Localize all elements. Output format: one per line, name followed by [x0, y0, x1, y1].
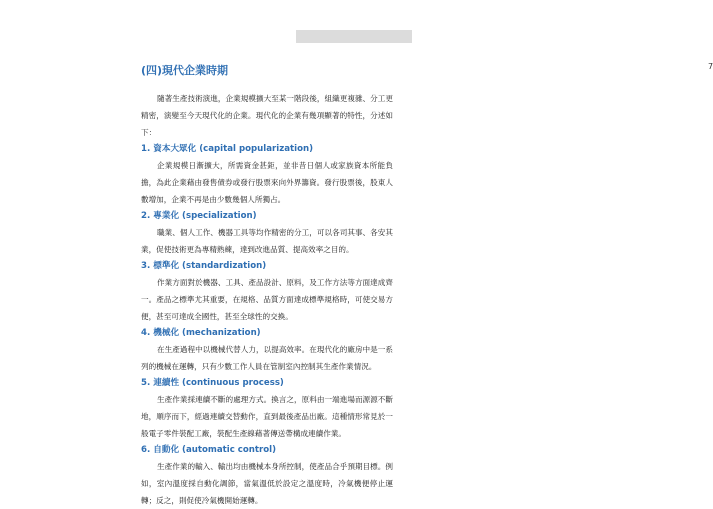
item-heading — [141, 259, 393, 274]
page-number: 7 — [708, 62, 713, 71]
item-text: 生產作業採連續不斷的處理方式。換言之，原料由一端進場而源源不斷地，順序而下，經過連續交替動作，直到最後產品出廠。這種情形常見於一般電子零件裝配工廠，裝配生產線藉著傳送帶構成連續作業。 — [141, 395, 393, 438]
item-number: 6. — [141, 445, 151, 455]
section-title: (四)現代企業時期 — [141, 64, 229, 77]
item-text: 企業規模日漸擴大，所需資金甚鉅，並非昔日個人或家族資本所能負擔，為此企業藉由發售債券或發行股票來向外界籌資。發行股票後，股東人數增加，企業不再是由少數幾個人所獨占。 — [141, 161, 393, 204]
item-number: 1. — [141, 144, 151, 154]
item-number: 2. — [141, 211, 151, 221]
item-title: 專業化 (specialization) — [153, 211, 257, 221]
item-heading — [141, 142, 393, 157]
item-heading — [141, 326, 393, 341]
item-number: 4. — [141, 328, 151, 338]
item-title: 連續性 (continuous process) — [153, 378, 284, 388]
item-text: 作業方面對於機器、工具、產品設計、原料，及工作方法等方面達成齊一。產品之標準尤其重要，在規格、品質方面達成標準規格時，可使交易方便，甚至可達成全國性，甚至全球性的交換。 — [141, 278, 393, 321]
item-heading — [141, 376, 393, 391]
item-heading — [141, 443, 393, 458]
item-title: 機械化 (mechanization) — [153, 328, 261, 338]
item-title: 自動化 (automatic control) — [153, 445, 277, 455]
item-text: 在生產過程中以機械代替人力，以提高效率。在現代化的廠房中是一系列的機械在運轉，只有少數工作人員在管制室內控制其生產作業情況。 — [141, 345, 393, 371]
item-text: 職業、個人工作、機器工具等均作精密的分工，可以各司其事、各安其業，促使技術更為專精熟練，達到改進品質、提高效率之目的。 — [141, 228, 393, 254]
page-content — [141, 64, 393, 509]
item-number: 3. — [141, 261, 151, 271]
item-heading — [141, 209, 393, 224]
item-text: 生產作業的輸入、輸出均由機械本身所控制，使產品合乎預期目標。例如，室內溫度採自動化調節，當氣溫低於設定之溫度時，冷氣機便停止運轉；反之，則促使冷氣機開始運轉。 — [141, 462, 393, 505]
item-title: 標準化 (standardization) — [153, 261, 267, 271]
section-intro: 隨著生產技術演進，企業規模擴大至某一階段後，組織更複雜、分工更精密，演變至今天現代化的企業。現代化的企業有幾項顯著的特性，分述如下： — [141, 94, 393, 137]
item-number: 5. — [141, 378, 151, 388]
item-title: 資本大眾化 (capital popularization) — [153, 144, 314, 154]
